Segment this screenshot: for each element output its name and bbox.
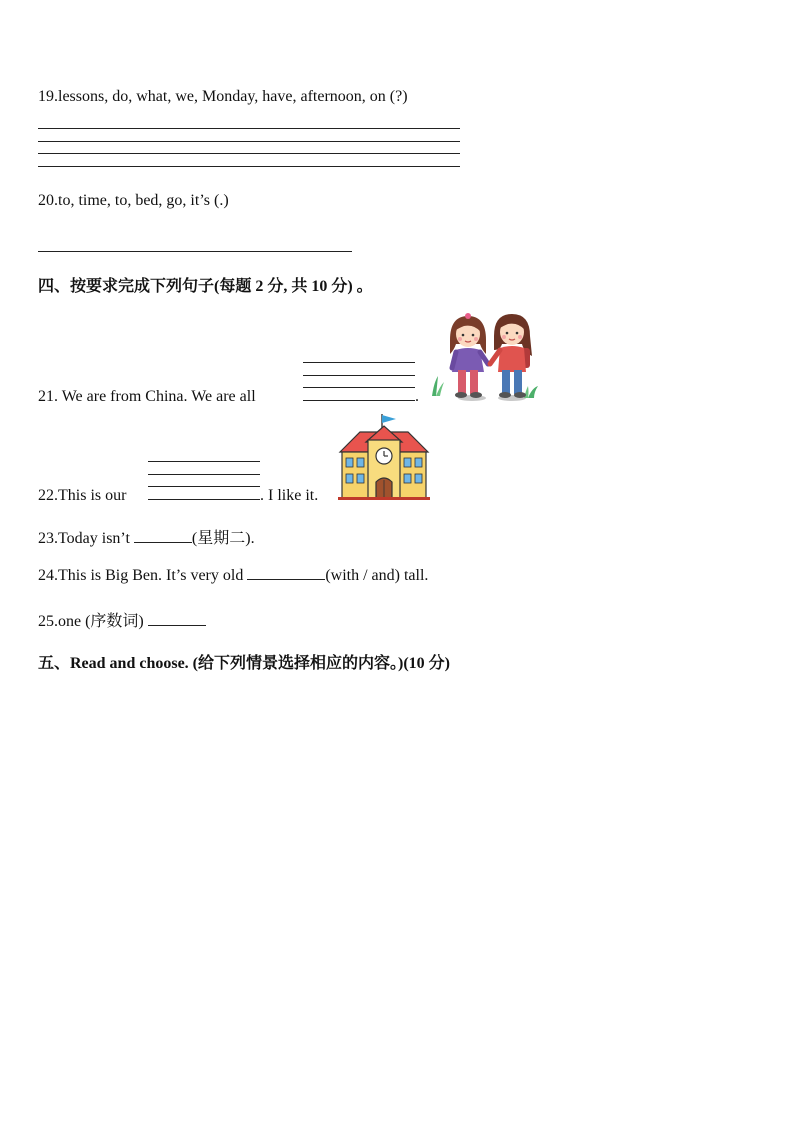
answer-line[interactable] [38, 251, 352, 252]
question-25-prefix: 25.one (序数词) [38, 613, 144, 630]
question-22-prefix: 22.This is our [38, 487, 127, 504]
question-24-prefix: 24.This is Big Ben. It’s very old [38, 567, 244, 584]
question-25 [38, 608, 206, 631]
answer-line[interactable] [148, 499, 260, 500]
question-21-suffix: . [415, 388, 419, 405]
answer-blank[interactable] [134, 542, 192, 543]
question-24 [38, 567, 428, 585]
answer-line[interactable] [303, 362, 415, 363]
answer-blank[interactable] [247, 579, 325, 580]
answer-line[interactable] [148, 461, 260, 462]
section-five-title: 五、Read and choose. (给下列情景选择相应的内容。)(10 分) [38, 655, 450, 672]
answer-line[interactable] [303, 375, 415, 376]
section-four-title: 四、按要求完成下列句子(每题 2 分, 共 10 分) 。 [38, 278, 373, 295]
school-building-icon [336, 412, 432, 502]
answer-line[interactable] [38, 141, 460, 142]
question-23-suffix: (星期二). [191, 530, 255, 547]
answer-line[interactable] [38, 166, 460, 167]
answer-blank[interactable] [148, 625, 206, 626]
question-23-prefix: 23.Today isn’t [38, 530, 130, 547]
answer-line[interactable] [38, 153, 460, 154]
question-21-prefix: 21. We are from China. We are all [38, 388, 256, 405]
answer-line[interactable] [148, 474, 260, 475]
question-20-prompt: 20.to, time, to, bed, go, it’s (.) [38, 192, 229, 209]
answer-line[interactable] [38, 128, 460, 129]
answer-line[interactable] [148, 486, 260, 487]
two-girls-walking-icon [428, 310, 544, 404]
question-22-suffix: . I like it. [260, 487, 319, 504]
question-24-suffix: (with / and) tall. [325, 567, 429, 584]
question-19-prompt: 19.lessons, do, what, we, Monday, have, afternoon, on (?) [38, 88, 408, 105]
answer-line[interactable] [303, 387, 415, 388]
question-23 [38, 525, 255, 548]
answer-line[interactable] [303, 400, 415, 401]
